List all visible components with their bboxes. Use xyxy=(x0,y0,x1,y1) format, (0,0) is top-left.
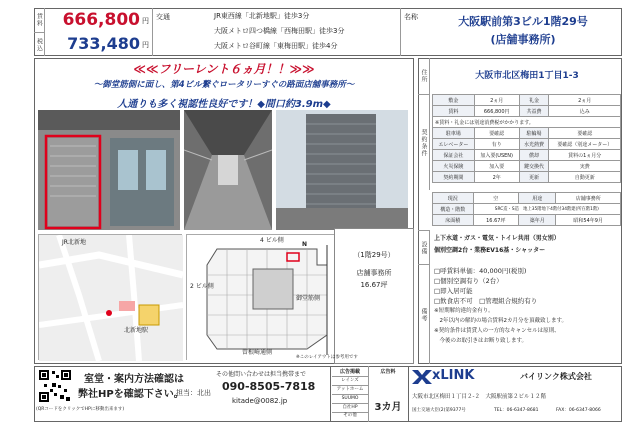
headline-freerent: ≪≪フリーレント６ヵ月！！≫≫ xyxy=(133,62,315,76)
contract-label: 契約条件 xyxy=(418,94,430,190)
price-value: 666,800 xyxy=(62,10,140,30)
spec-cell: 鍵交換代 xyxy=(519,161,549,172)
use-label: 店舗事務所 xyxy=(356,269,392,277)
contract-table xyxy=(432,94,621,183)
map-jr-label: JR北新地 xyxy=(62,239,86,246)
remark-line: ※契約条件は賃貸人の一方的なキャンセルは原則、 xyxy=(434,328,560,334)
headline-desc: ～御堂筋側に面し、第4ビル繋ぐロータリーすぐの路面店舗事務所～ xyxy=(93,80,355,90)
spec-cell: 賃料 xyxy=(433,106,475,117)
spec-cell: 2ヵ月 xyxy=(549,95,621,106)
email-address[interactable]: kitade@0082.jp xyxy=(232,397,288,405)
tax-unit: 円 xyxy=(142,41,149,49)
spec-cell: SRC造・S造 地上35階地下4階付34階建(所在階1階) xyxy=(473,204,620,215)
qr-note: (QRコードをクリックでHPに移動出来ます) xyxy=(36,407,125,412)
company-name: バイリンク株式会社 xyxy=(520,372,592,381)
divider xyxy=(400,8,401,56)
ad-fee: 3カ月 xyxy=(374,402,402,413)
spec-cell: 共益費 xyxy=(519,106,549,117)
spec-cell: 用途 xyxy=(519,193,556,204)
license: 国土交通大臣(2)第9377号 xyxy=(412,408,466,413)
inquiry-text: その他問い合わせは担当携帯まで xyxy=(216,371,307,378)
spec-cell: 築年月 xyxy=(519,215,556,226)
ad-sites xyxy=(332,376,368,419)
spec-cell: 契約期間 xyxy=(433,172,475,183)
spec-cell: 礼金 xyxy=(519,95,549,106)
spec-cell: 敷金 xyxy=(433,95,475,106)
spec-cell: 加入要(USEN) xyxy=(474,150,519,161)
phone-number[interactable]: 090-8505-7818 xyxy=(222,380,316,393)
spec-cell: エレベーター xyxy=(433,139,475,150)
spec-cell: 666,800円 xyxy=(474,106,519,117)
spec-cell: 2年 xyxy=(474,172,519,183)
price-label: 賃料 xyxy=(34,8,45,32)
divider xyxy=(368,366,369,422)
spec-cell: 水光熱費 xyxy=(519,139,549,150)
remark-line: 2年以内の解約の場合賃料2カ月分を頂戴致します。 xyxy=(434,318,568,324)
price-unit: 円 xyxy=(142,17,149,25)
name-label: 名称 xyxy=(404,13,418,21)
building-photo xyxy=(276,110,408,230)
storefront-photo xyxy=(38,110,180,230)
ad-site: アットホーム xyxy=(332,385,368,394)
spec-cell: ※賃料・礼金には別途消費税がかかります。 xyxy=(433,117,621,128)
floorplan-left-label: 2 ビル側 xyxy=(190,283,214,290)
spec-cell: 償却 xyxy=(519,150,549,161)
spec-cell: 店舗事務所 xyxy=(556,193,621,204)
address-label: 住所 xyxy=(418,58,430,94)
spec-cell: 駐輪場 xyxy=(519,128,549,139)
map-station-label: 北新地駅 xyxy=(124,327,149,334)
property-sub: (店舗事務所) xyxy=(490,33,556,46)
spec-cell: 要確認（別途メーター） xyxy=(549,139,621,150)
building-table xyxy=(432,192,621,226)
address-value: 大阪市北区梅田1丁目1-3 xyxy=(475,71,579,81)
remark-line: □個別空調有り（2台） xyxy=(434,277,503,285)
ad-site: その他 xyxy=(332,412,368,419)
company-address: 大阪市北区梅田１丁目２-２ 大阪駅前第２ビル１２階 xyxy=(412,394,546,400)
spec-cell: 自動更新 xyxy=(549,172,621,183)
remark-line: □飲食店不可 □管理組合規約有り xyxy=(434,297,538,305)
qr-code-icon[interactable] xyxy=(38,369,72,403)
spec-cell: 更新 xyxy=(519,172,549,183)
spec-cell: 床面積 xyxy=(433,215,474,226)
equip-line-2: 個別空調2台・業務EV16基・シャッター xyxy=(434,247,546,254)
headline-visibility: 人通りも多く視認性良好です！◆間口約3.9m◆ xyxy=(117,99,331,110)
remarks-list xyxy=(434,266,620,346)
spec-cell: 火災保険 xyxy=(433,161,475,172)
spec-cell: 2ヵ月 xyxy=(474,95,519,106)
tax-value: 733,480 xyxy=(67,34,140,53)
spec-cell: 有り xyxy=(474,139,519,150)
ad-label: 広告掲載 xyxy=(339,369,360,375)
traffic-line-3: 大阪メトロ谷町線「東梅田駅」徒歩4分 xyxy=(214,42,338,50)
spec-cell: 駐車場 xyxy=(433,128,475,139)
spec-cell: 保証会社 xyxy=(433,150,475,161)
area-map xyxy=(38,234,182,360)
unit-box xyxy=(334,228,414,364)
spec-cell: 現況 xyxy=(433,193,474,204)
tel: TEL：06-6347-8681 xyxy=(494,408,539,413)
remark-line: □即入居可能 xyxy=(434,287,473,295)
spec-cell: 実費 xyxy=(549,161,621,172)
spec-cell: 要確認 xyxy=(474,128,519,139)
traffic-line-2: 大阪メトロ四つ橋線「西梅田駅」徒歩3分 xyxy=(214,27,345,35)
north-icon: N xyxy=(302,241,308,248)
unit-label: （1階29号） xyxy=(353,251,395,259)
remarks-label: 備考 xyxy=(418,264,430,364)
divider xyxy=(330,366,331,422)
spec-cell: 込み xyxy=(549,106,621,117)
property-name: 大阪駅前第3ビル1階29号 xyxy=(458,15,588,28)
spec-cell: 昭和54年9月 xyxy=(556,215,621,226)
remark-line: 今後のお取引きはお断り致します。 xyxy=(434,338,528,344)
spec-cell: 構造・階数 xyxy=(433,204,474,215)
ad-site: 自社HP xyxy=(332,403,368,412)
company-logo: xLINK xyxy=(432,368,475,383)
remark-line: ※短期解約違約金有り。 xyxy=(434,308,494,314)
ad-site: SUUMO xyxy=(332,394,368,403)
spec-cell: 要確認 xyxy=(549,128,621,139)
contact-person: 担当：北出 xyxy=(176,389,211,397)
remark-line: □呼賃料単価：40,000円(税別) xyxy=(434,267,527,275)
fax: FAX：06-6347-8066 xyxy=(556,408,601,413)
area-label: 16.67坪 xyxy=(360,281,388,289)
ad-fee-label: 広告料 xyxy=(380,369,396,375)
floorplan-right-label: 御堂筋側 xyxy=(296,295,321,302)
footer-main-1: 室堂・案内方法確認は xyxy=(84,374,184,385)
divider xyxy=(152,8,153,56)
spec-cell: 加入要 xyxy=(474,161,519,172)
spec-cell: 16.67坪 xyxy=(473,215,518,226)
spec-cell: 賃料の1ヵ月分 xyxy=(549,150,621,161)
ad-site: レインズ xyxy=(332,376,368,385)
corridor-photo xyxy=(184,110,272,230)
spec-cell: 空 xyxy=(473,193,518,204)
equip-line-1: 上下水道・ガス・電気・トイレ共用（男女別） xyxy=(434,235,560,242)
floorplan-note: ※このレイアウトは参考用です xyxy=(296,355,358,360)
equip-label: 設備 xyxy=(418,230,430,264)
floorplan-top-label: 4 ビル側 xyxy=(260,237,284,244)
traffic-label: 交通 xyxy=(156,13,170,21)
floorplan-bottom-label: 曽根崎通側 xyxy=(242,349,273,356)
tax-label: 税込 xyxy=(34,32,45,56)
footer-main-2: 弊社HPを確認下さい。 xyxy=(78,389,184,400)
xlink-logo-icon xyxy=(412,368,432,386)
divider xyxy=(408,366,409,422)
traffic-line-1: JR東西線「北新地駅」徒歩3分 xyxy=(214,12,310,20)
